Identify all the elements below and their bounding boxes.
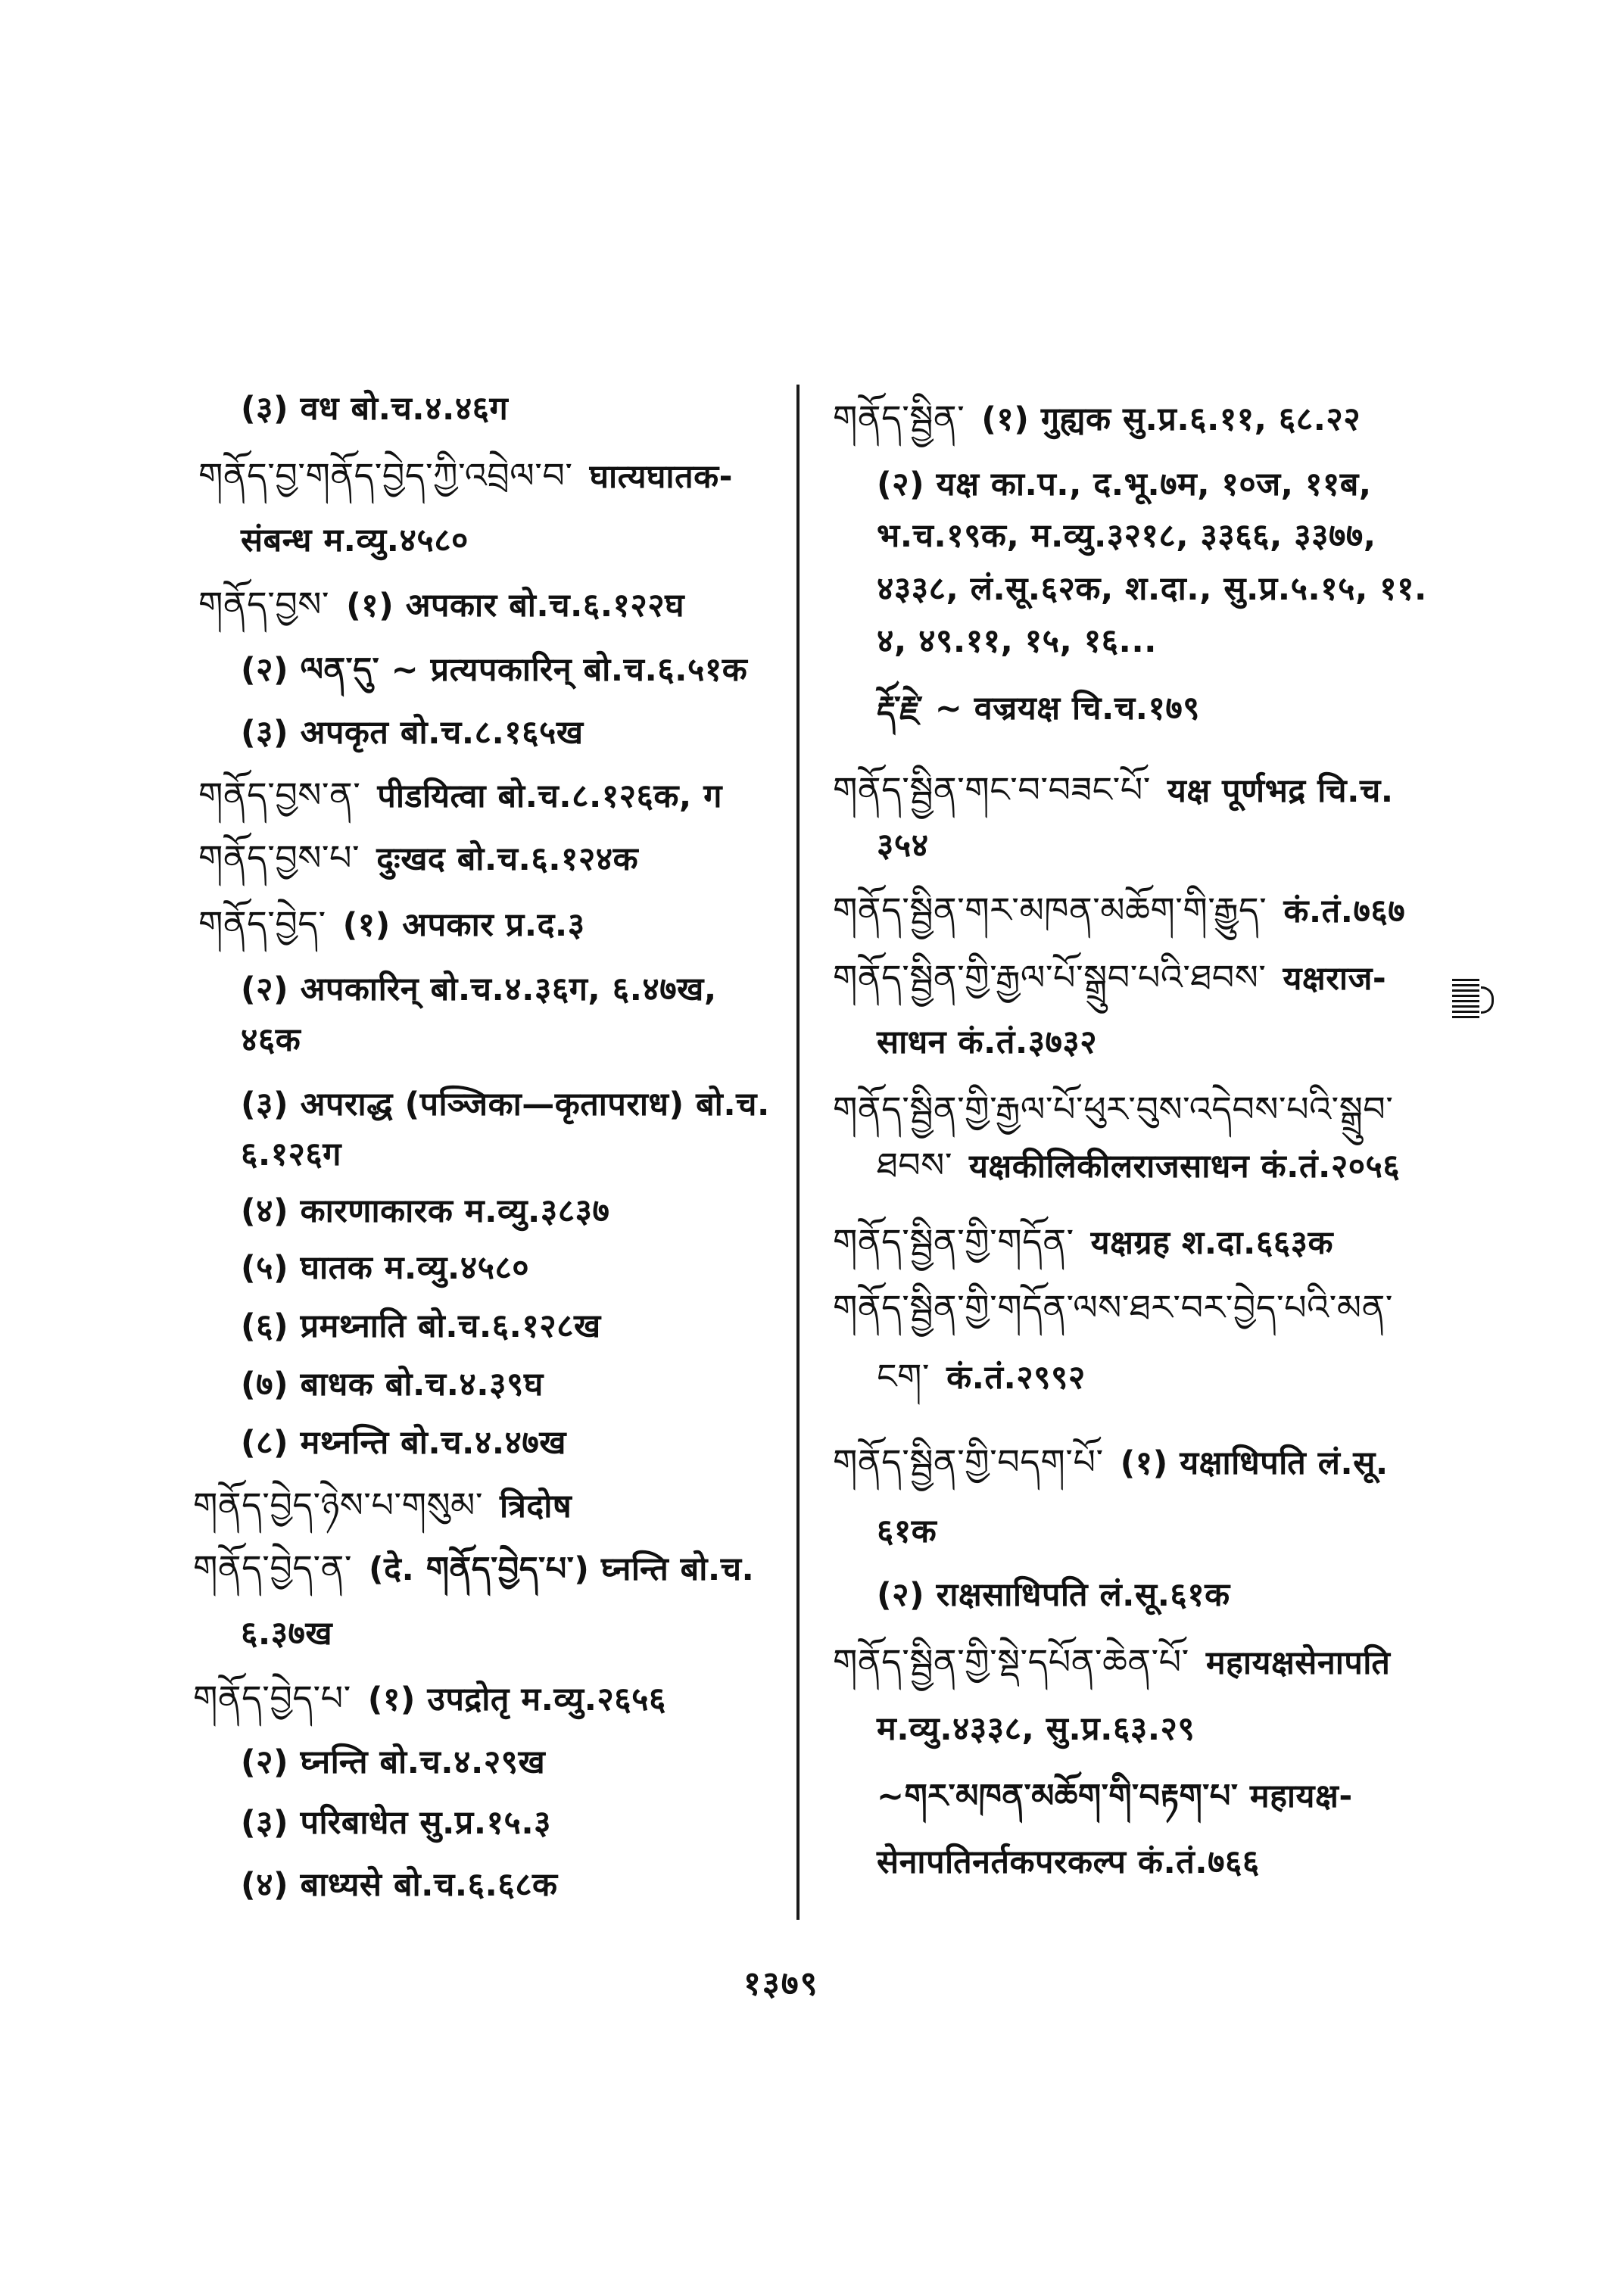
entry-line: གནོད་སྦྱིན་གར་མཁན་མཆོག་གི་རྒྱུད་ कं.तं.७६७ [833,889,1406,930]
entry-line: म.व्यु.४३३८, सु.प्र.६३.२९ [877,1710,1195,1748]
entry-line: གནོད་བྱས་ན་ पीडयित्वा बो.च.८.१२६क, ग [198,774,722,815]
entry-line: གནོད་བྱས་ (१) अपकार बो.च.६.१२२घ [198,584,685,625]
entry-line: (२) घ्नन्ति बो.च.४.२९ख [241,1743,546,1781]
column-divider [796,385,800,1920]
entry-line: ४, ४९.११, १५, १६... [877,622,1157,660]
entry-line: གནོད་བྱ་གནོད་བྱེད་ཀྱི་འབྲེལ་བ་ घात्यघातक- [198,455,733,496]
entry-line: संबन्ध म.व्यु.४५८० [241,522,469,559]
entry-line: (३) परिबाधेत सु.प्र.१५.३ [241,1804,552,1842]
entry-line: གནོད་སྦྱིན་ (१) गुह्यक सु.प्र.६.११, ६८.२२ [833,397,1361,438]
entry-line: ४६क [241,1021,301,1059]
margin-thumb-index-mark [1452,979,1479,1021]
entry-line: (२) अपकारिन् बो.च.४.३६ग, ६.४७ख, [241,970,717,1008]
entry-line: (३) अपराद्ध (पञ्जिका—कृतापराध) बो.च. [241,1086,770,1123]
entry-line: (३) वध बो.च.४.४६ग [241,390,509,428]
entry-line: (४) बाध्यसे बो.च.६.६८क [241,1866,558,1904]
entry-line: (५) घातक म.व्यु.४५८० [241,1249,530,1287]
page-number: १३७९ [743,1964,819,2003]
entry-line: གནོད་སྦྱིན་གྱི་རྒྱལ་པོ་ཕུར་བུས་འདེབས་པའི་སྒྲུབ་ [833,1089,1394,1129]
entry-line: (२) ལན་དུ་ ~ प्रत्यपकारिन् बो.च.६.५१क [241,651,748,689]
entry-line: (७) बाधक बो.च.४.३९घ [241,1366,544,1404]
entry-line: གནོད་སྦྱིན་གྱི་རྒྱལ་པོ་སྒྲུབ་པའི་ཐབས་ यक्षराज- [833,957,1387,998]
entry-line: ངག་ कं.तं.२९९२ [877,1356,1086,1397]
entry-line: ~གར་མཁན་མཆོག་གི་བརྟག་པ་ महायक्ष- [877,1777,1353,1815]
entry-line: ४३३८, लं.सू.६२क, श.दा., सु.प्र.५.१५, ११. [877,570,1427,608]
entry-line: ६.१२६ग [241,1136,341,1173]
entry-line: གནོད་བྱེད་པ་ (१) उपद्रोतृ म.व्यु.२६५६ [193,1678,666,1718]
entry-line: (२) यक्ष का.प., द.भू.७म, १०ज, ११ब, [877,466,1372,503]
entry-line: གནོད་སྦྱིན་གང་བ་བཟང་པོ་ यक्ष पूर्णभद्र चि.च. [833,769,1394,810]
entry-line: གནོད་བྱས་པ་ दुःखद बो.च.६.१२४क [198,837,639,878]
entry-line: གནོད་བྱེད་ (१) अपकार प्र.द.३ [198,903,585,944]
entry-line: གནོད་སྦྱིན་གྱི་བདག་པོ་ (१) यक्षाधिपति लं.सू. [833,1441,1389,1482]
entry-line: ཐབས་ यक्षकीलिकीलराजसाधन कं.तं.२०५६ [877,1145,1401,1185]
entry-line: གནོད་སྦྱིན་གྱི་གདོན་ यक्षग्रह श.दा.६६३क [833,1221,1333,1262]
entry-line: (६) प्रमथ्नाति बो.च.६.१२८ख [241,1307,601,1345]
margin-thumb-index-arc [1481,986,1494,1014]
entry-line: सेनापतिनर्तकपरकल्प कं.तं.७६६ [877,1843,1260,1881]
entry-line: (२) राक्षसाधिपति लं.सू.६१क [877,1576,1230,1614]
entry-line: གནོད་བྱེད་ཉེས་པ་གསུམ་ त्रिदोष [193,1485,572,1525]
entry-line: ६१क [877,1513,937,1550]
entry-line: साधन कं.तं.३७३२ [877,1023,1098,1061]
entry-line: གནོད་སྦྱིན་གྱི་སྡེ་དཔོན་ཆེན་པོ་ महायक्षसेनापति [833,1641,1391,1682]
entry-line: भ.च.१९क, म.व्यु.३२१८, ३३६६, ३३७७, [877,517,1376,555]
entry-line: (३) अपकृत बो.च.८.१६५ख [241,714,584,752]
entry-line: (८) मथ्नन्ति बो.च.४.४७ख [241,1424,566,1462]
entry-line: (४) कारणाकारक म.व्यु.३८३७ [241,1192,610,1230]
entry-line: གནོད་བྱེད་ན་ (दे. གནོད་བྱེད་པ་) घ्नन्ति बो.च. [193,1547,755,1588]
entry-line: རྡོ་རྗེ་ ~ वज्रयक्ष चि.च.१७९ [877,690,1201,727]
entry-line: གནོད་སྦྱིན་གྱི་གདོན་ལས་ཐར་བར་བྱེད་པའི་མན་ [833,1287,1393,1328]
entry-line: ६.३७ख [241,1615,333,1653]
entry-line: ३५४ [877,827,929,865]
